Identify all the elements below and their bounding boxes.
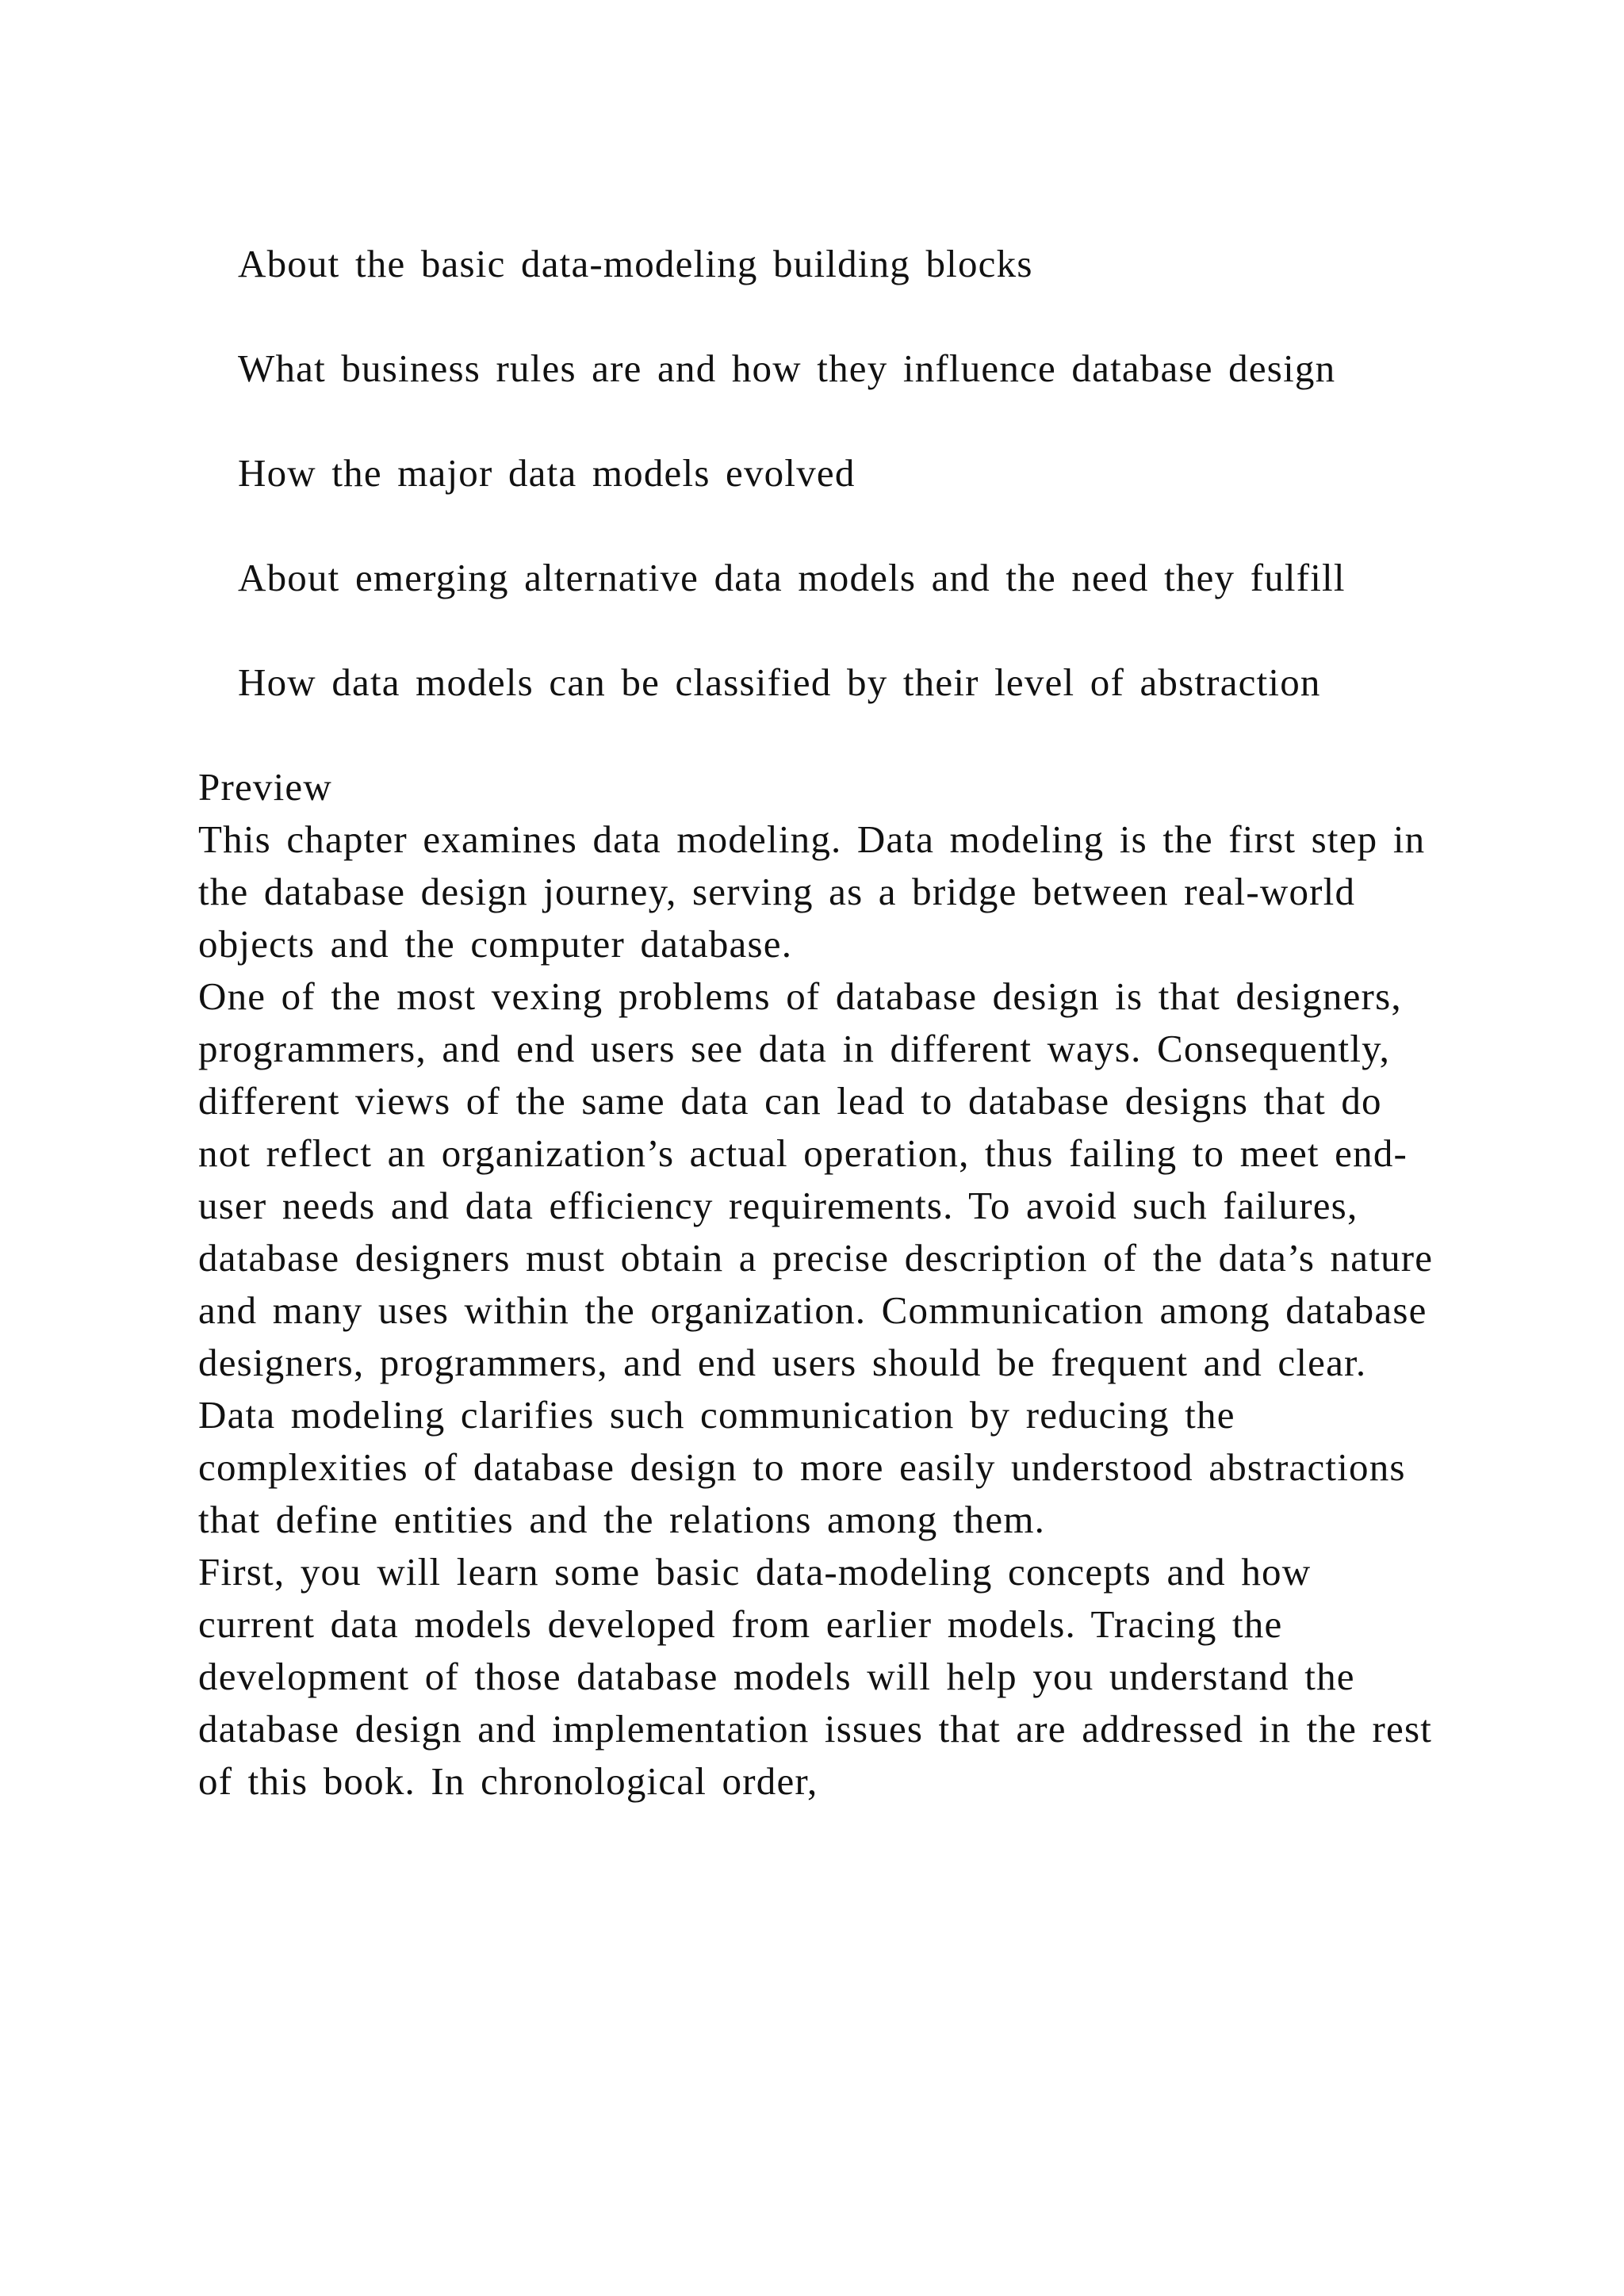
section-heading-preview: Preview xyxy=(198,765,332,809)
document-body xyxy=(198,238,1435,1808)
objective-item: How the major data models evolved xyxy=(238,451,856,495)
body-paragraph: First, you will learn some basic data-modeling concepts and how current data models developed from earlier models. Tracing the development of those database models will help you understand the database design and implementation issues that are addressed in the rest of this book. In chronological order, xyxy=(198,1550,1433,1803)
objective-item: About the basic data-modeling building blocks xyxy=(238,242,1033,285)
body-paragraph: This chapter examines data modeling. Data modeling is the first step in the database design journey, serving as a bridge between real-world objects and the computer database. xyxy=(198,817,1426,966)
body-paragraph: One of the most vexing problems of database design is that designers, programmers, and end users see data in different ways. Consequently, different views of the same data can lead to database designs that do not reflect an organization’s actual operation, thus failing to meet end-user needs and data efficiency requirements. To avoid such failures, database designers must obtain a precise description of the data’s nature and many uses within the organization. Communication among database designers, programmers, and end users should be frequent and clear. Data modeling clarifies such communication by reducing the complexities of database design to more easily understood abstractions that define entities and the relations among them. xyxy=(198,974,1434,1541)
objective-item: About emerging alternative data models and the need they fulfill xyxy=(238,556,1346,599)
objective-item: How data models can be classified by their level of abstraction xyxy=(238,660,1321,704)
objective-item: What business rules are and how they influence database design xyxy=(238,346,1336,390)
